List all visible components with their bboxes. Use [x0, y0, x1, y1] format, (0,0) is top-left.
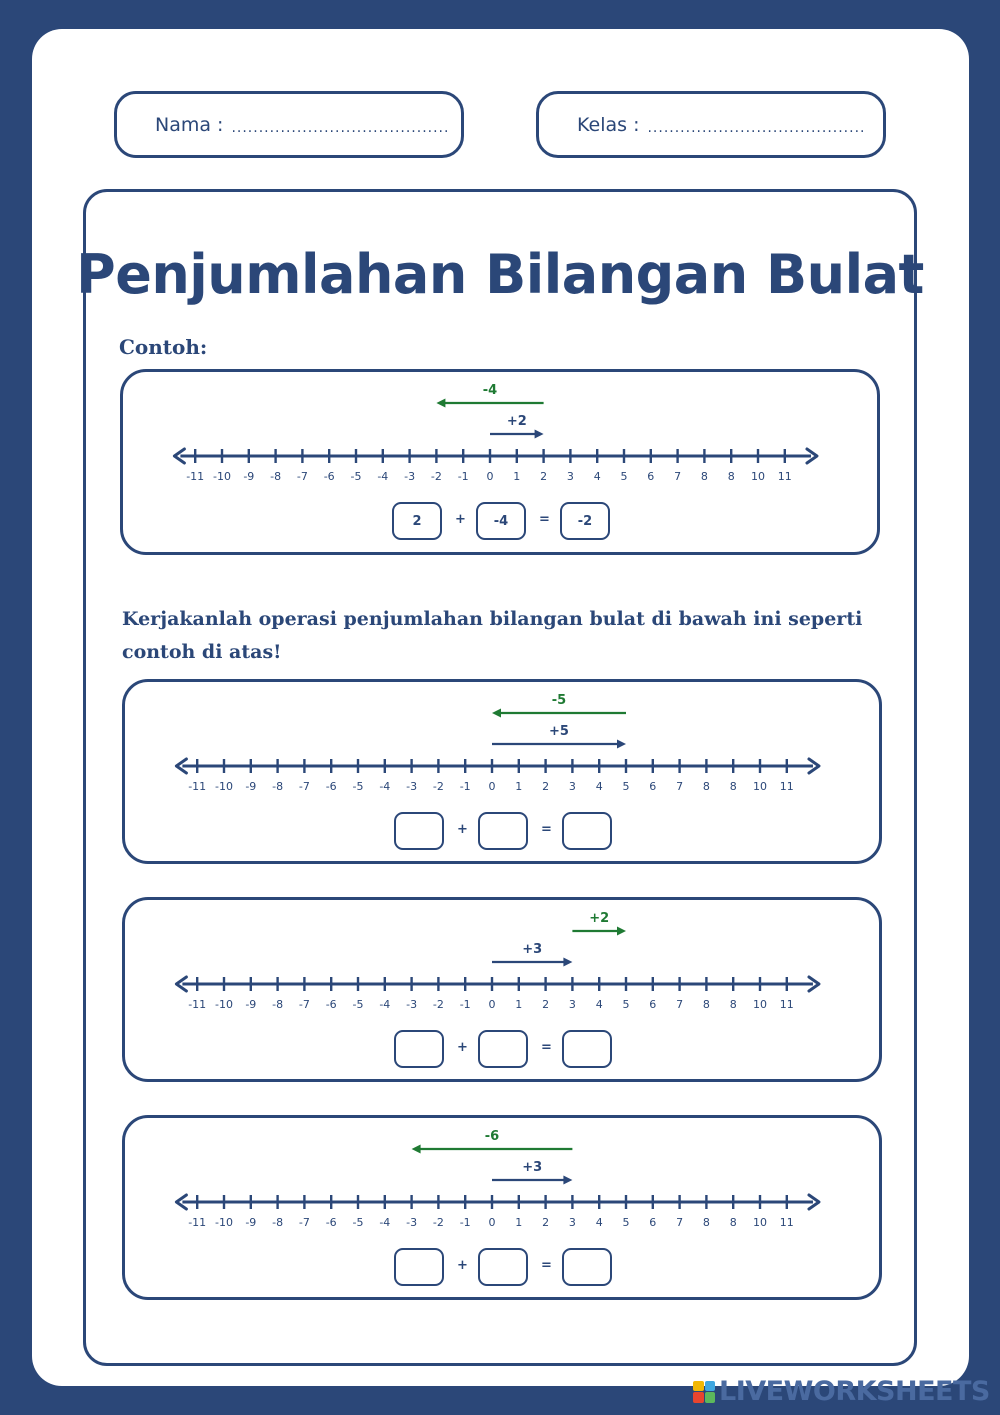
tick-label: 6: [649, 998, 657, 1011]
tick-label: -11: [186, 470, 205, 483]
brand-icon: [693, 1381, 715, 1403]
bottom-arrow-head: [617, 740, 626, 749]
tick-label: 7: [676, 998, 684, 1011]
tick-label: 8: [702, 998, 710, 1011]
tick-label: 6: [649, 1216, 657, 1229]
number-line-box-problem-3: [122, 1115, 882, 1300]
tick-label: 6: [649, 780, 657, 793]
tick-label: -3: [406, 780, 418, 793]
tick-label: 8: [729, 998, 737, 1011]
tick-label: 5: [622, 780, 630, 793]
tick-label: -1: [457, 470, 469, 483]
tick-label: 10: [751, 470, 765, 483]
tick-label: -5: [352, 1216, 364, 1229]
equation-row: [125, 1248, 879, 1286]
tick-label: 4: [595, 780, 603, 793]
tick-label: -1: [459, 998, 471, 1011]
tick-label: 8: [700, 470, 708, 483]
tick-label: 6: [647, 470, 655, 483]
tick-label: -10: [215, 780, 233, 793]
tick-label: -7: [296, 470, 308, 483]
tick-label: -8: [272, 998, 284, 1011]
tick-label: -6: [323, 470, 335, 483]
tick-label: 10: [753, 998, 767, 1011]
equation-row: [123, 502, 877, 540]
tick-label: 2: [542, 998, 550, 1011]
tick-label: 4: [595, 998, 603, 1011]
tick-label: 11: [779, 1216, 794, 1229]
number-line-box-problem-2: [122, 897, 882, 1082]
tick-label: -4: [379, 780, 391, 793]
tick-label: 0: [486, 470, 494, 483]
top-arrow-head: [617, 927, 626, 936]
tick-label: -9: [245, 780, 257, 793]
tick-label: 2: [542, 1216, 550, 1229]
bottom-arrow-head: [535, 430, 544, 439]
tick-label: 10: [753, 780, 767, 793]
tick-label: 5: [622, 1216, 630, 1229]
number-line-box-example: [120, 369, 880, 555]
bottom-arrow-label: +2: [506, 414, 527, 429]
tick-label: 8: [727, 470, 735, 483]
tick-label: -9: [243, 470, 255, 483]
top-arrow-head: [412, 1145, 421, 1154]
tick-label: -2: [432, 1216, 444, 1229]
bottom-arrow-label: +3: [522, 942, 543, 957]
sum-box[interactable]: [562, 1248, 612, 1286]
tick-label: -9: [245, 1216, 257, 1229]
tick-label: 4: [595, 1216, 603, 1229]
tick-label: -2: [432, 998, 444, 1011]
sum-box[interactable]: [562, 1030, 612, 1068]
tick-label: 5: [620, 470, 628, 483]
instruction-text: Kerjakanlah operasi penjumlahan bilangan bulat di bawah ini seperti contoh di atas!: [122, 608, 863, 663]
second-addend-box: -4: [476, 502, 526, 540]
tick-label: -7: [298, 780, 310, 793]
tick-label: 7: [674, 470, 682, 483]
tick-label: -7: [298, 998, 310, 1011]
tick-label: -7: [298, 1216, 310, 1229]
tick-label: -10: [215, 1216, 233, 1229]
tick-label: -8: [270, 470, 282, 483]
tick-label: 11: [777, 470, 792, 483]
tick-label: 8: [729, 780, 737, 793]
tick-label: 11: [779, 998, 794, 1011]
tick-label: 3: [568, 998, 576, 1011]
tick-label: 8: [729, 1216, 737, 1229]
name-dots: ........................................: [231, 119, 450, 136]
name-field[interactable]: [114, 91, 464, 158]
tick-label: -3: [404, 470, 416, 483]
number-line-box-problem-1: [122, 679, 882, 864]
brand-text: LIVEWORKSHEETS: [719, 1376, 990, 1407]
second-addend-box[interactable]: [478, 812, 528, 850]
liveworksheets-logo: [693, 1376, 990, 1407]
top-arrow-head: [436, 399, 445, 408]
tick-label: -11: [188, 1216, 207, 1229]
sum-box[interactable]: [562, 812, 612, 850]
name-label: Nama :: [155, 113, 224, 136]
tick-label: -11: [188, 998, 207, 1011]
equals-sign: =: [541, 1258, 552, 1273]
tick-label: -3: [406, 1216, 418, 1229]
second-addend-box[interactable]: [478, 1248, 528, 1286]
first-addend-box[interactable]: [394, 1248, 444, 1286]
tick-label: -5: [352, 780, 364, 793]
equals-sign: =: [539, 512, 550, 527]
tick-label: 1: [513, 470, 521, 483]
plus-sign: +: [457, 1258, 468, 1273]
tick-label: 0: [488, 1216, 496, 1229]
tick-label: 2: [540, 470, 548, 483]
bottom-arrow-label: +5: [549, 724, 569, 739]
equation-row: [125, 1030, 879, 1068]
tick-label: 3: [566, 470, 574, 483]
tick-label: -5: [352, 998, 364, 1011]
plus-sign: +: [457, 822, 468, 837]
tick-label: -11: [188, 780, 207, 793]
tick-label: 7: [676, 1216, 684, 1229]
equals-sign: =: [541, 822, 552, 837]
top-arrow-label: -6: [484, 1129, 500, 1144]
tick-label: -2: [430, 470, 442, 483]
top-arrow-head: [492, 709, 501, 718]
tick-label: 3: [568, 1216, 576, 1229]
first-addend-box: 2: [392, 502, 442, 540]
tick-label: 1: [515, 780, 523, 793]
tick-label: -4: [377, 470, 389, 483]
tick-label: 1: [515, 998, 523, 1011]
bottom-arrow-head: [563, 1176, 572, 1185]
tick-label: 8: [702, 1216, 710, 1229]
tick-label: -3: [406, 998, 418, 1011]
tick-label: -5: [350, 470, 362, 483]
tick-label: 2: [542, 780, 550, 793]
bottom-arrow-label: +3: [522, 1160, 543, 1175]
tick-label: -4: [379, 998, 391, 1011]
tick-label: 8: [702, 780, 710, 793]
tick-label: 5: [622, 998, 630, 1011]
tick-label: -10: [215, 998, 233, 1011]
sum-box: -2: [560, 502, 610, 540]
tick-label: -10: [213, 470, 231, 483]
plus-sign: +: [457, 1040, 468, 1055]
tick-label: -4: [379, 1216, 391, 1229]
tick-label: 10: [753, 1216, 767, 1229]
class-dots: ........................................: [647, 119, 866, 136]
tick-label: -6: [325, 780, 337, 793]
tick-label: -6: [325, 998, 337, 1011]
equation-row: [125, 812, 879, 850]
tick-label: -1: [459, 1216, 471, 1229]
equals-sign: =: [541, 1040, 552, 1055]
tick-label: -9: [245, 998, 257, 1011]
bottom-arrow-head: [563, 958, 572, 967]
top-arrow-label: -5: [551, 693, 567, 708]
first-addend-box[interactable]: [394, 812, 444, 850]
top-arrow-label: +2: [589, 911, 610, 926]
tick-label: -6: [325, 1216, 337, 1229]
tick-label: -1: [459, 780, 471, 793]
tick-label: -8: [272, 780, 284, 793]
top-arrow-label: -4: [482, 383, 498, 398]
tick-label: -8: [272, 1216, 284, 1229]
tick-label: 7: [676, 780, 684, 793]
plus-sign: +: [455, 512, 466, 527]
tick-label: 3: [568, 780, 576, 793]
tick-label: 11: [779, 780, 794, 793]
tick-label: -2: [432, 780, 444, 793]
tick-label: 0: [488, 780, 496, 793]
tick-label: 4: [593, 470, 601, 483]
tick-label: 1: [515, 1216, 523, 1229]
tick-label: 0: [488, 998, 496, 1011]
class-field[interactable]: [536, 91, 886, 158]
class-label: Kelas :: [577, 113, 640, 136]
example-label: Contoh:: [119, 335, 208, 359]
first-addend-box[interactable]: [394, 1030, 444, 1068]
second-addend-box[interactable]: [478, 1030, 528, 1068]
page-title: Penjumlahan Bilangan Bulat: [76, 243, 924, 306]
